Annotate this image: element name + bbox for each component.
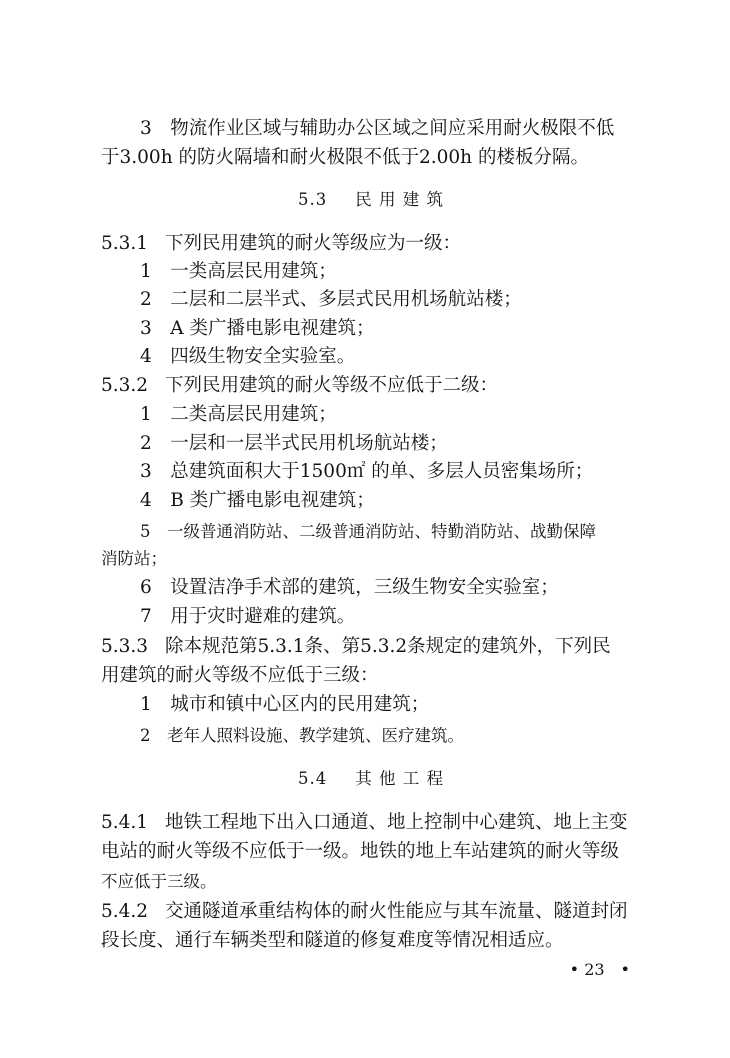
list-item: 1 城市和镇中心区内的民用建筑；	[140, 694, 430, 715]
section-title: 其 他 工 程	[355, 769, 444, 788]
list-item: 1 一类高层民用建筑；	[140, 261, 337, 282]
list-item: 2 二层和二层半式、多层式民用机场航站楼；	[140, 289, 522, 310]
section-number: 5.4	[298, 769, 328, 788]
text-line: 3 物流作业区域与辅助办公区域之间应采用耐火极限不低	[140, 118, 615, 139]
list-item: 5 一级普通消防站、二级普通消防站、特勤消防站、战勤保障	[140, 522, 596, 541]
list-item: 4 B 类广播电影电视建筑；	[140, 490, 375, 511]
list-item: 3 总建筑面积大于1500㎡ 的单、多层人员密集场所；	[140, 461, 594, 482]
text-line: 于3.00h 的防火隔墙和耐火极限不低于2.00h 的楼板分隔。	[101, 147, 589, 168]
clause-continuation: 段长度、通行车辆类型和隧道的修复难度等情况相适应。	[101, 930, 564, 951]
page-number: • 23 •	[569, 960, 630, 979]
clause-number: 5.3.1	[101, 233, 149, 254]
clause-text: 下列民用建筑的耐火等级不应低于二级：	[165, 375, 499, 396]
clause-text: 除本规范第5.3.1条、第5.3.2条规定的建筑外，下列民	[165, 636, 611, 657]
list-item-continuation: 消防站；	[101, 549, 167, 568]
clause-5-4-1	[101, 810, 628, 836]
section-title: 民 用 建 筑	[355, 190, 444, 209]
list-item: 2 老年人照料设施、教学建筑、医疗建筑。	[140, 726, 464, 745]
section-heading-5-3	[298, 188, 444, 212]
list-item: 2 一层和一层半式民用机场航站楼；	[140, 433, 448, 454]
clause-continuation: 用建筑的耐火等级不应低于三级：	[101, 665, 379, 686]
clause-number: 5.4.2	[101, 901, 149, 922]
clause-text: 交通隧道承重结构体的耐火性能应与其车流量、隧道封闭	[165, 901, 628, 922]
list-item: 4 四级生物安全实验室。	[140, 346, 356, 367]
clause-continuation: 不应低于三级。	[101, 872, 217, 891]
clause-5-3-2	[101, 373, 498, 399]
clause-5-3-3	[101, 634, 611, 660]
clause-5-4-2	[101, 899, 628, 925]
clause-text: 下列民用建筑的耐火等级应为一级：	[165, 233, 462, 254]
section-heading-5-4	[298, 767, 444, 791]
clause-number: 5.3.3	[101, 636, 149, 657]
clause-number: 5.4.1	[101, 812, 149, 833]
clause-number: 5.3.2	[101, 375, 149, 396]
list-item: 7 用于灾时避难的建筑。	[140, 606, 356, 627]
list-item: 6 设置洁净手术部的建筑，三级生物安全实验室；	[140, 577, 559, 598]
list-item: 1 二类高层民用建筑；	[140, 404, 337, 425]
clause-5-3-1	[101, 231, 461, 257]
clause-continuation: 电站的耐火等级不应低于一级。地铁的地上车站建筑的耐火等级	[101, 841, 620, 862]
clause-text: 地铁工程地下出入口通道、地上控制中心建筑、地上主变	[165, 812, 628, 833]
list-item: 3 A 类广播电影电视建筑；	[140, 318, 375, 339]
section-number: 5.3	[298, 190, 328, 209]
